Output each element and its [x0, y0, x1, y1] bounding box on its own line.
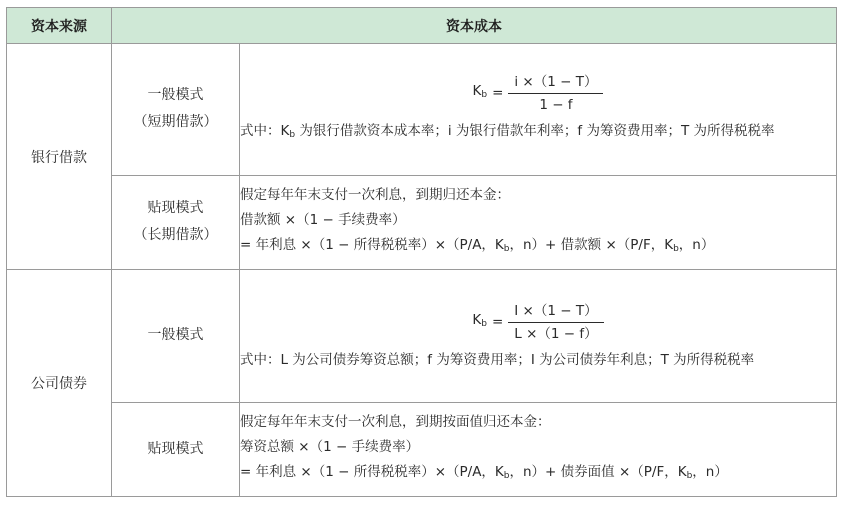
formula-note: 式中：$K_b$ 为银行借款资本成本率；i 为银行借款年利率；f 为筹资费用率；T 为所得税税率 [240, 123, 775, 141]
equation-lhs: 筹资总额 ×（1 − 手续费率） [240, 438, 420, 455]
formula-lhs: $K_b$ [472, 311, 487, 329]
mode-name: 贴现模式 [147, 200, 204, 217]
mode-cell [112, 269, 240, 402]
assumption-text: 假定每年年末支付一次利息，到期归还本金： [240, 186, 510, 203]
capital-cost-table [6, 7, 837, 497]
table-row [7, 269, 837, 402]
mode-subtitle: （短期借款） [133, 114, 218, 131]
header-row [7, 8, 837, 44]
formula [240, 299, 836, 348]
mode-name: 一般模式 [147, 87, 204, 104]
equation-lhs: 借款额 ×（1 − 手续费率） [240, 211, 406, 228]
formula-denominator: 1 − f [539, 97, 573, 114]
header-capital-cost: 资本成本 [112, 8, 837, 44]
content-cell [240, 269, 837, 402]
formula [240, 70, 836, 119]
mode-subtitle: （长期借款） [133, 227, 218, 244]
assumption-text: 假定每年年末支付一次利息，到期按面值归还本金： [240, 413, 551, 430]
mode-cell [112, 402, 240, 496]
equation-rhs: = 年利息 ×（1 − 所得税税率）×（P/A，$K_b$，n）+ 债券面值 ×（P/F，$K_b$，n） [240, 463, 728, 481]
equation-rhs: = 年利息 ×（1 − 所得税税率）×（P/A，$K_b$，n）+ 借款额 ×（P/F，$K_b$，n） [240, 236, 715, 254]
content-cell [240, 175, 837, 269]
mode-cell [112, 175, 240, 269]
source-bank-loan: 银行借款 [7, 44, 112, 270]
source-corporate-bond: 公司债券 [7, 269, 112, 496]
mode-name: 一般模式 [147, 327, 204, 344]
content-cell [240, 44, 837, 176]
formula-note: 式中：L 为公司债券筹资总额；f 为筹资费用率；I 为公司债券年利息；T 为所得税税率 [240, 351, 755, 368]
formula-denominator: L ×（1 − f） [514, 325, 598, 342]
table-row [7, 175, 837, 269]
mode-cell [112, 44, 240, 176]
header-capital-source: 资本来源 [7, 8, 112, 44]
formula-lhs: $K_b$ [472, 83, 488, 101]
formula-numerator: I ×（1 − T） [508, 301, 603, 323]
content-cell [240, 402, 837, 496]
formula-equals: = [492, 85, 504, 102]
formula-fraction [508, 301, 603, 344]
formula-numerator: i ×（1 − T） [508, 72, 603, 94]
formula-equals: = [491, 313, 504, 330]
table-row [7, 44, 837, 176]
formula-fraction [508, 72, 603, 115]
table-row [7, 402, 837, 496]
mode-name: 贴现模式 [147, 440, 204, 457]
